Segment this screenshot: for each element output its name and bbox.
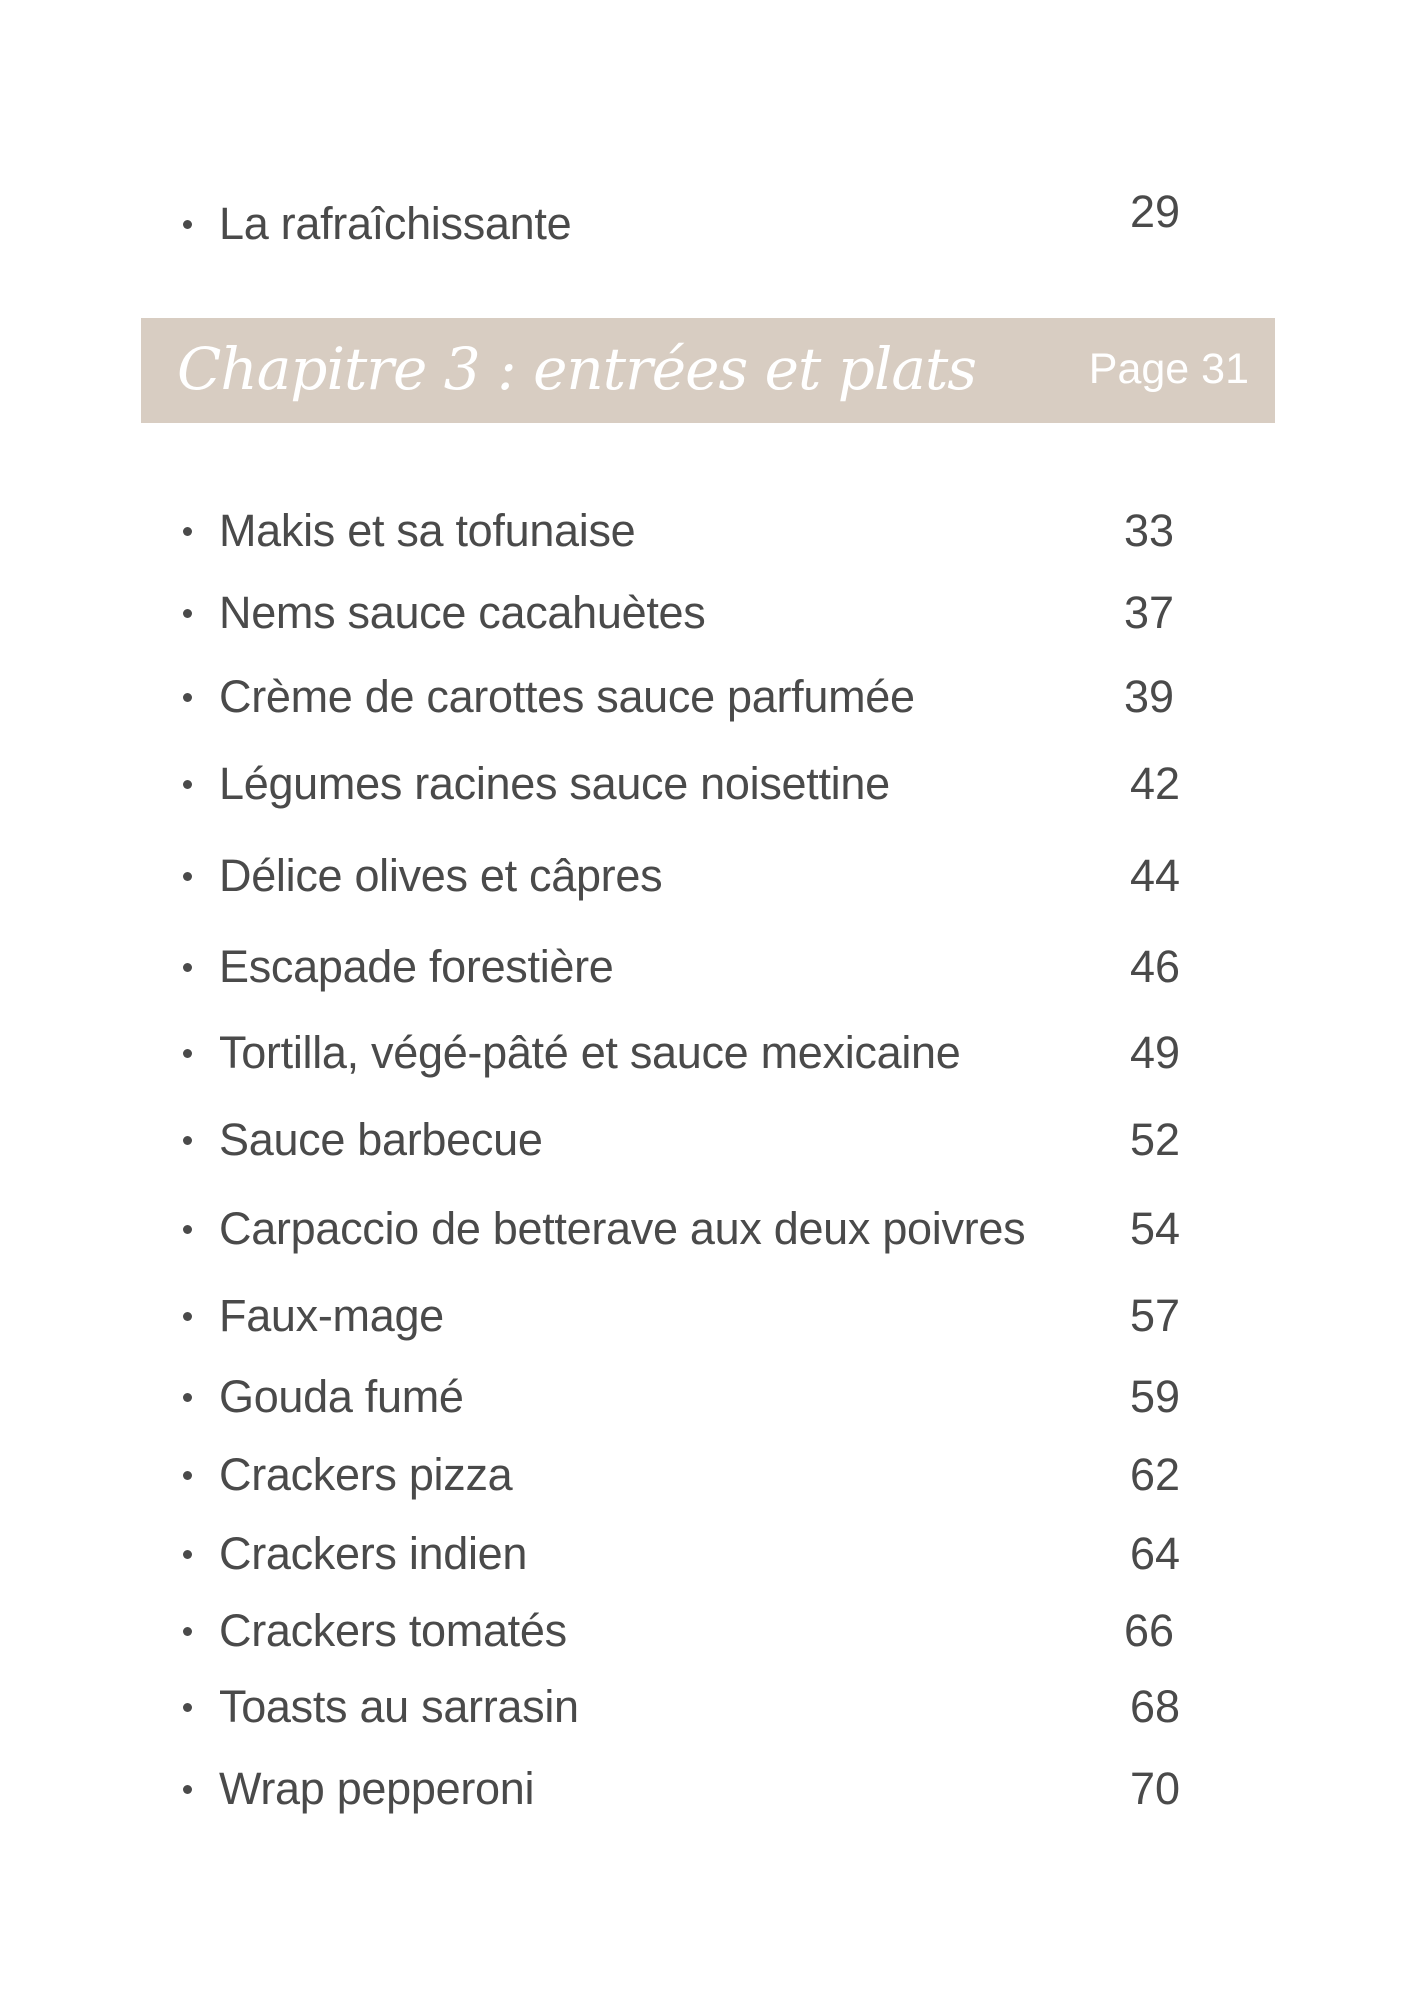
toc-entry-page: 42 <box>1129 758 1180 809</box>
bullet-icon <box>183 963 192 972</box>
bullet-icon <box>183 1703 192 1712</box>
bullet-icon <box>183 780 192 789</box>
toc-entry-label: Crackers indien <box>219 1528 528 1579</box>
bullet-icon <box>183 527 192 536</box>
bullet-icon <box>183 872 192 881</box>
bullet-icon <box>183 220 192 229</box>
toc-entry-previous[interactable] <box>0 186 1414 253</box>
bullet-icon <box>183 693 192 702</box>
bullet-icon <box>183 1550 192 1559</box>
chapter-heading[interactable] <box>141 318 1275 423</box>
toc-entry-page: 64 <box>1129 1528 1180 1579</box>
toc-entry[interactable] <box>0 1758 1414 1818</box>
toc-entry[interactable] <box>0 1198 1414 1258</box>
toc-entry-page: 54 <box>1129 1203 1180 1254</box>
toc-entry-page: 39 <box>1123 671 1174 722</box>
toc-entry-label: Gouda fumé <box>219 1371 464 1422</box>
toc-entry-page: 62 <box>1129 1449 1180 1500</box>
toc-entry-page: 68 <box>1129 1681 1180 1732</box>
toc-entry[interactable] <box>0 666 1414 726</box>
toc-entry-label: Sauce barbecue <box>219 1114 543 1165</box>
toc-entry[interactable] <box>0 1600 1414 1660</box>
bullet-icon <box>183 1136 192 1145</box>
toc-entry[interactable] <box>0 1523 1414 1583</box>
toc-entry-page: 44 <box>1129 850 1180 901</box>
bullet-icon <box>183 1471 192 1480</box>
toc-entry[interactable] <box>0 1676 1414 1736</box>
bullet-icon <box>183 1785 192 1794</box>
toc-entry-label: Toasts au sarrasin <box>219 1681 579 1732</box>
toc-entry-label: Crackers tomatés <box>219 1605 567 1656</box>
toc-entry[interactable] <box>0 1444 1414 1504</box>
toc-entry[interactable] <box>0 845 1414 905</box>
toc-entry-label: Wrap pepperoni <box>219 1763 535 1814</box>
toc-entry-label: Escapade forestière <box>219 941 614 992</box>
toc-entry-label: Délice olives et câpres <box>219 850 663 901</box>
toc-entry-page: 37 <box>1123 587 1174 638</box>
toc-entry-page: 46 <box>1129 941 1180 992</box>
toc-entry-label: La rafraîchissante <box>219 198 572 249</box>
toc-entry-page: 57 <box>1129 1290 1180 1341</box>
toc-entry[interactable] <box>0 1022 1414 1082</box>
toc-entry[interactable] <box>0 753 1414 813</box>
toc-entry-page: 52 <box>1129 1114 1180 1165</box>
toc-entry[interactable] <box>0 1109 1414 1169</box>
toc-entry-page: 66 <box>1123 1605 1174 1656</box>
toc-entry-label: Crème de carottes sauce parfumée <box>219 671 915 722</box>
toc-entry-label: Nems sauce cacahuètes <box>219 587 706 638</box>
bullet-icon <box>183 1225 192 1234</box>
toc-entry[interactable] <box>0 500 1414 560</box>
bullet-icon <box>183 609 192 618</box>
toc-entry[interactable] <box>0 1366 1414 1426</box>
toc-entry-label: Makis et sa tofunaise <box>219 505 636 556</box>
toc-entry[interactable] <box>0 1285 1414 1345</box>
toc-entry[interactable] <box>0 936 1414 996</box>
chapter-page: Page 31 <box>1088 345 1249 393</box>
toc-entry-page: 29 <box>1129 186 1180 237</box>
bullet-icon <box>183 1312 192 1321</box>
toc-entry[interactable] <box>0 582 1414 642</box>
toc-entry-label: Carpaccio de betterave aux deux poivres <box>219 1203 1026 1254</box>
bullet-icon <box>183 1627 192 1636</box>
toc-entry-label: Crackers pizza <box>219 1449 513 1500</box>
toc-entry-label: Tortilla, végé-pâté et sauce mexicaine <box>219 1027 961 1078</box>
toc-entry-label: Légumes racines sauce noisettine <box>219 758 890 809</box>
toc-entry-page: 70 <box>1129 1763 1180 1814</box>
toc-entry-page: 49 <box>1129 1027 1180 1078</box>
toc-entry-page: 33 <box>1123 505 1174 556</box>
toc-entry-page: 59 <box>1129 1371 1180 1422</box>
bullet-icon <box>183 1049 192 1058</box>
toc-entry-label: Faux-mage <box>219 1290 444 1341</box>
chapter-title: Chapitre 3 : entrées et plats <box>177 335 977 403</box>
bullet-icon <box>183 1393 192 1402</box>
